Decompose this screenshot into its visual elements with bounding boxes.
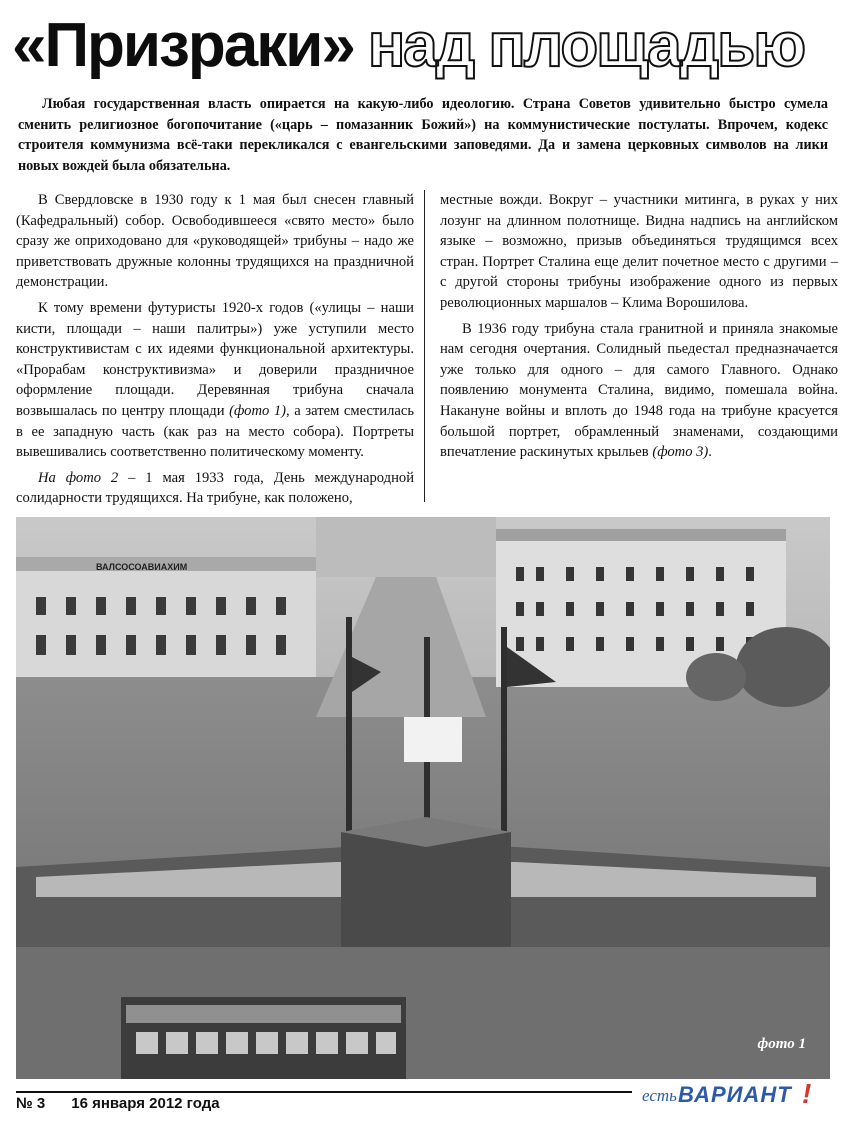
photo-reference: (фото 1) xyxy=(229,402,287,419)
headline-part-2: над площадью xyxy=(367,12,805,80)
paragraph: местные вожди. Вокруг – участники митинга, в руках у них лозунг на длинном полотнище. Видна надпись на английском языке – возможно, призыв объединяться трудящимся всех стран. Портрет Сталина еще делит почетное место с другими – с другой стороны трибуны изображение одного из первых революционных маршалов – Клима Ворошилова. xyxy=(440,192,838,311)
building-left xyxy=(16,567,316,677)
building-sign: ВАЛСОСОАВИАХИМ xyxy=(96,562,188,572)
photo-illustration xyxy=(16,517,830,1079)
newspaper-logo xyxy=(642,1080,832,1114)
photo-reference: На фото 2 xyxy=(38,469,119,486)
headline-part-1: «Призраки» xyxy=(12,12,354,80)
issue-date: 16 января 2012 года xyxy=(71,1095,220,1112)
logo-exclamation: ! xyxy=(802,1078,812,1109)
photo-reference: (фото 3) xyxy=(652,444,709,461)
article-column-left xyxy=(16,190,414,514)
logo-variant: ВАРИАНТ xyxy=(678,1082,792,1107)
photo-caption: фото 1 xyxy=(757,1036,806,1052)
lead-paragraph: Любая государственная власть опирается на какую-либо идеологию. Страна Советов удивительно быстро сумела сменить религиозное богопочитание («царь – помазанник Божий») на коммунистические постулаты. Впрочем, кодекс строителя коммунизма всё-таки перекликался с евангельскими заповедями. Да и замена церковных символов на лики новых вождей была обязательна. xyxy=(18,96,828,174)
column-divider xyxy=(424,190,425,502)
article-column-right xyxy=(440,190,838,468)
paragraph: На фото 2 – 1 мая 1933 года, День международной солидарности трудящихся. На трибуне, как положено, xyxy=(16,469,414,507)
historic-photo xyxy=(16,517,830,1079)
paragraph: К тому времени футуристы 1920-х годов («улицы – наши кисти, площади – наши палитры») уже уступили место конструктивистам с их идеями функциональной архитектуры. «Прорабам конструктивизма» и доверили праздничное оформление площади. Деревянная трибуна сначала возвышалась по центру площади (фото 1), а затем сместилась в ее западную часть (как раз на место собора). Портреты вывешивались соответственно политическому моменту. xyxy=(16,299,414,461)
footer-rule xyxy=(16,1091,632,1093)
headline xyxy=(12,12,834,80)
issue-number: № 3 xyxy=(16,1095,46,1112)
logo-est: есть xyxy=(642,1086,677,1105)
footer-issue-info xyxy=(16,1094,220,1114)
paragraph: В Свердловске в 1930 году к 1 мая был снесен главный (Кафедральный) собор. Освободившееся «свято место» было сразу же оприходовано для «руководящей» трибуны – надо же приветствовать дружные колонны трудящихся на праздничной демонстрации. xyxy=(16,192,414,291)
paragraph: В 1936 году трибуна стала гранитной и приняла знакомые нам сегодня очертания. Солидный пьедестал предназначается уже только для одного – для самого Главного. Однако появлению монумента Сталина, видимо, помешала война. Накануне войны и вплоть до 1948 года на трибуне красуется большой портрет, обрамленный знаменами, создающими впечатление раскинутых крыльев (фото 3). xyxy=(440,320,838,461)
